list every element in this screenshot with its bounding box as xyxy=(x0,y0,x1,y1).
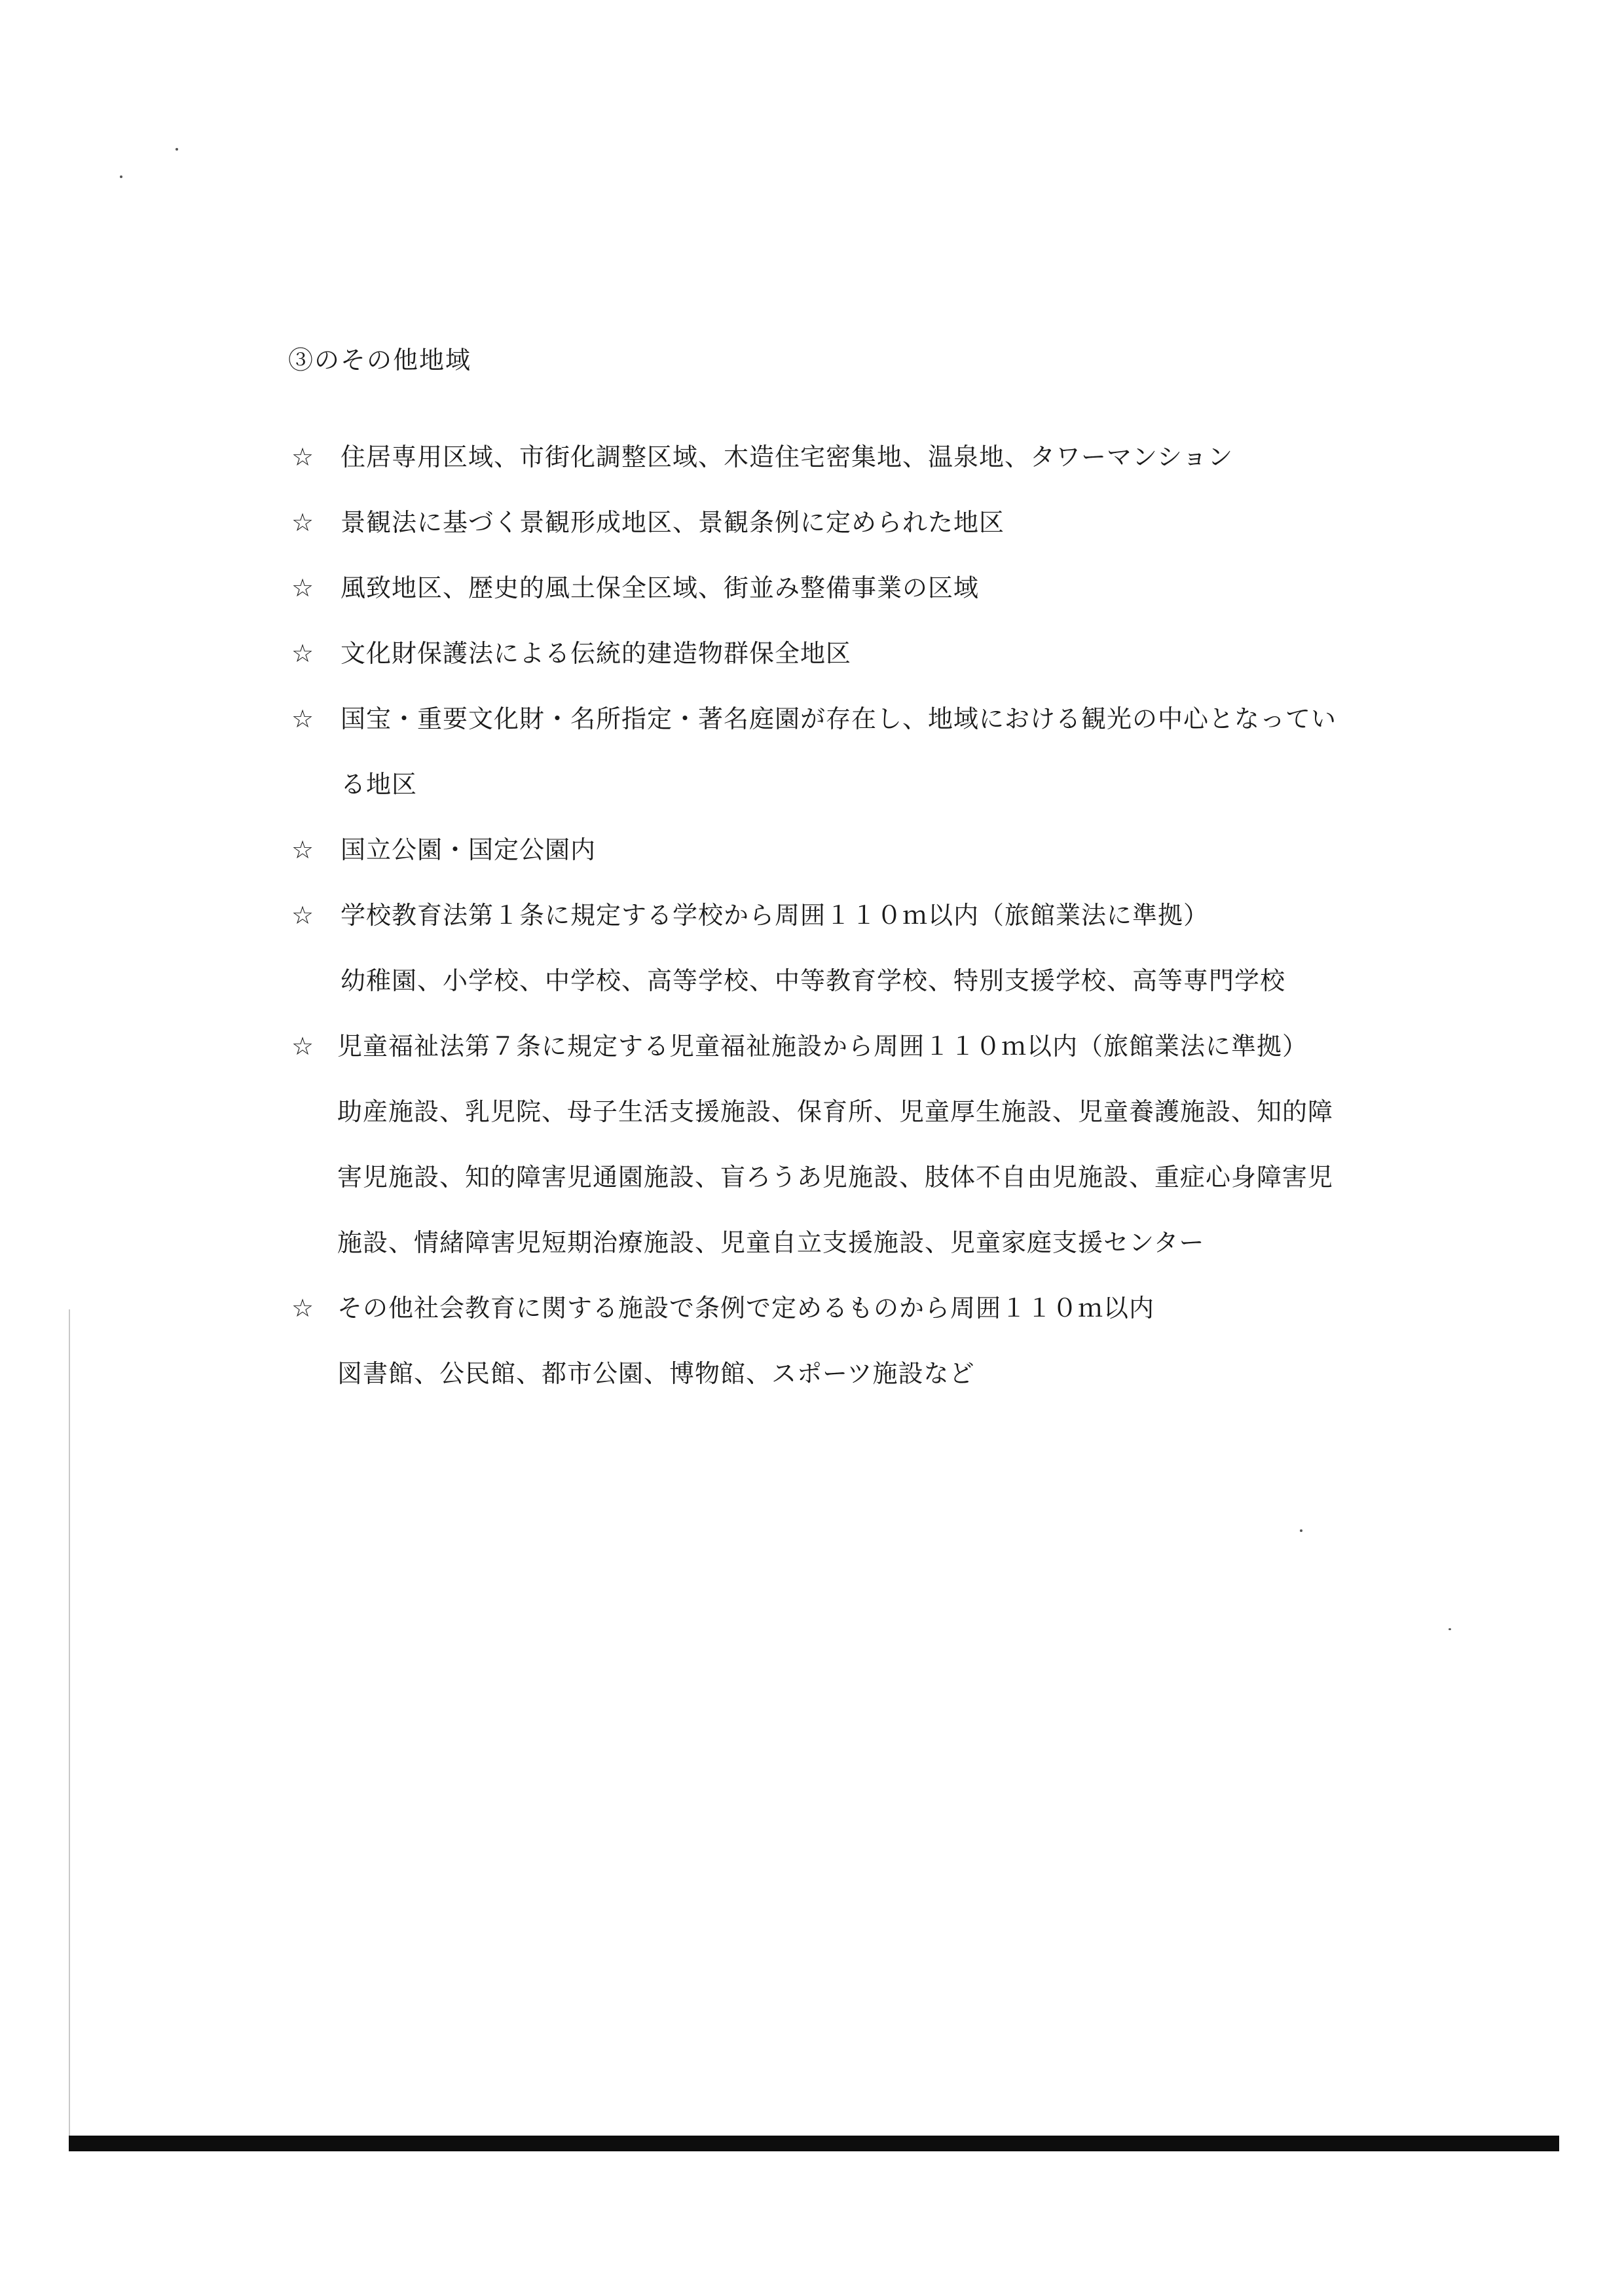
star-bullet-icon: ☆ xyxy=(291,901,314,930)
list-item-text: 学校教育法第１条に規定する学校から周囲１１０ｍ以内（旅館業法に準拠） xyxy=(341,901,1209,930)
scan-edge-line xyxy=(69,1309,70,2141)
list-item-text: 景観法に基づく景観形成地区、景観条例に定められた地区 xyxy=(341,508,1005,537)
list-item-text: 住居専用区域、市街化調整区域、木造住宅密集地、温泉地、タワーマンション xyxy=(341,443,1234,471)
scan-bottom-bar xyxy=(69,2136,1559,2151)
star-bullet-icon: ☆ xyxy=(291,835,314,864)
star-bullet-icon: ☆ xyxy=(291,574,314,602)
scan-speck xyxy=(120,175,122,178)
list-item-text: 児童福祉法第７条に規定する児童福祉施設から周囲１１０ｍ以内（旅館業法に準拠） xyxy=(337,1032,1308,1061)
list-item-text: る地区 xyxy=(341,770,418,799)
star-bullet-icon: ☆ xyxy=(291,704,314,733)
list-item-text: 施設、情緒障害児短期治療施設、児童自立支援施設、児童家庭支援センター xyxy=(337,1228,1205,1257)
section-heading: ③のその他地域 xyxy=(288,346,472,374)
list-item-text: 害児施設、知的障害児通園施設、盲ろうあ児施設、肢体不自由児施設、重症心身障害児 xyxy=(337,1163,1334,1192)
list-item-text: 幼稚園、小学校、中学校、高等学校、中等教育学校、特別支援学校、高等専門学校 xyxy=(341,966,1286,995)
scan-speck xyxy=(1449,1628,1451,1630)
list-item-text: 風致地区、歴史的風土保全区域、街並み整備事業の区域 xyxy=(341,574,980,602)
list-item-text: その他社会教育に関する施設で条例で定めるものから周囲１１０ｍ以内 xyxy=(337,1294,1155,1322)
star-bullet-icon: ☆ xyxy=(291,1294,314,1322)
list-item-text: 国宝・重要文化財・名所指定・著名庭園が存在し、地域における観光の中心となってい xyxy=(341,704,1337,733)
star-bullet-icon: ☆ xyxy=(291,1032,314,1061)
star-bullet-icon: ☆ xyxy=(291,443,314,471)
scan-speck xyxy=(1300,1529,1302,1532)
list-item-text: 文化財保護法による伝統的建造物群保全地区 xyxy=(341,639,852,668)
star-bullet-icon: ☆ xyxy=(291,508,314,537)
star-bullet-icon: ☆ xyxy=(291,639,314,668)
list-item-text: 助産施設、乳児院、母子生活支援施設、保育所、児童厚生施設、児童養護施設、知的障 xyxy=(337,1097,1334,1126)
scan-speck xyxy=(175,148,178,151)
list-item-text: 国立公園・国定公園内 xyxy=(341,835,597,864)
list-item-text: 図書館、公民館、都市公園、博物館、スポーツ施設など xyxy=(337,1359,975,1388)
